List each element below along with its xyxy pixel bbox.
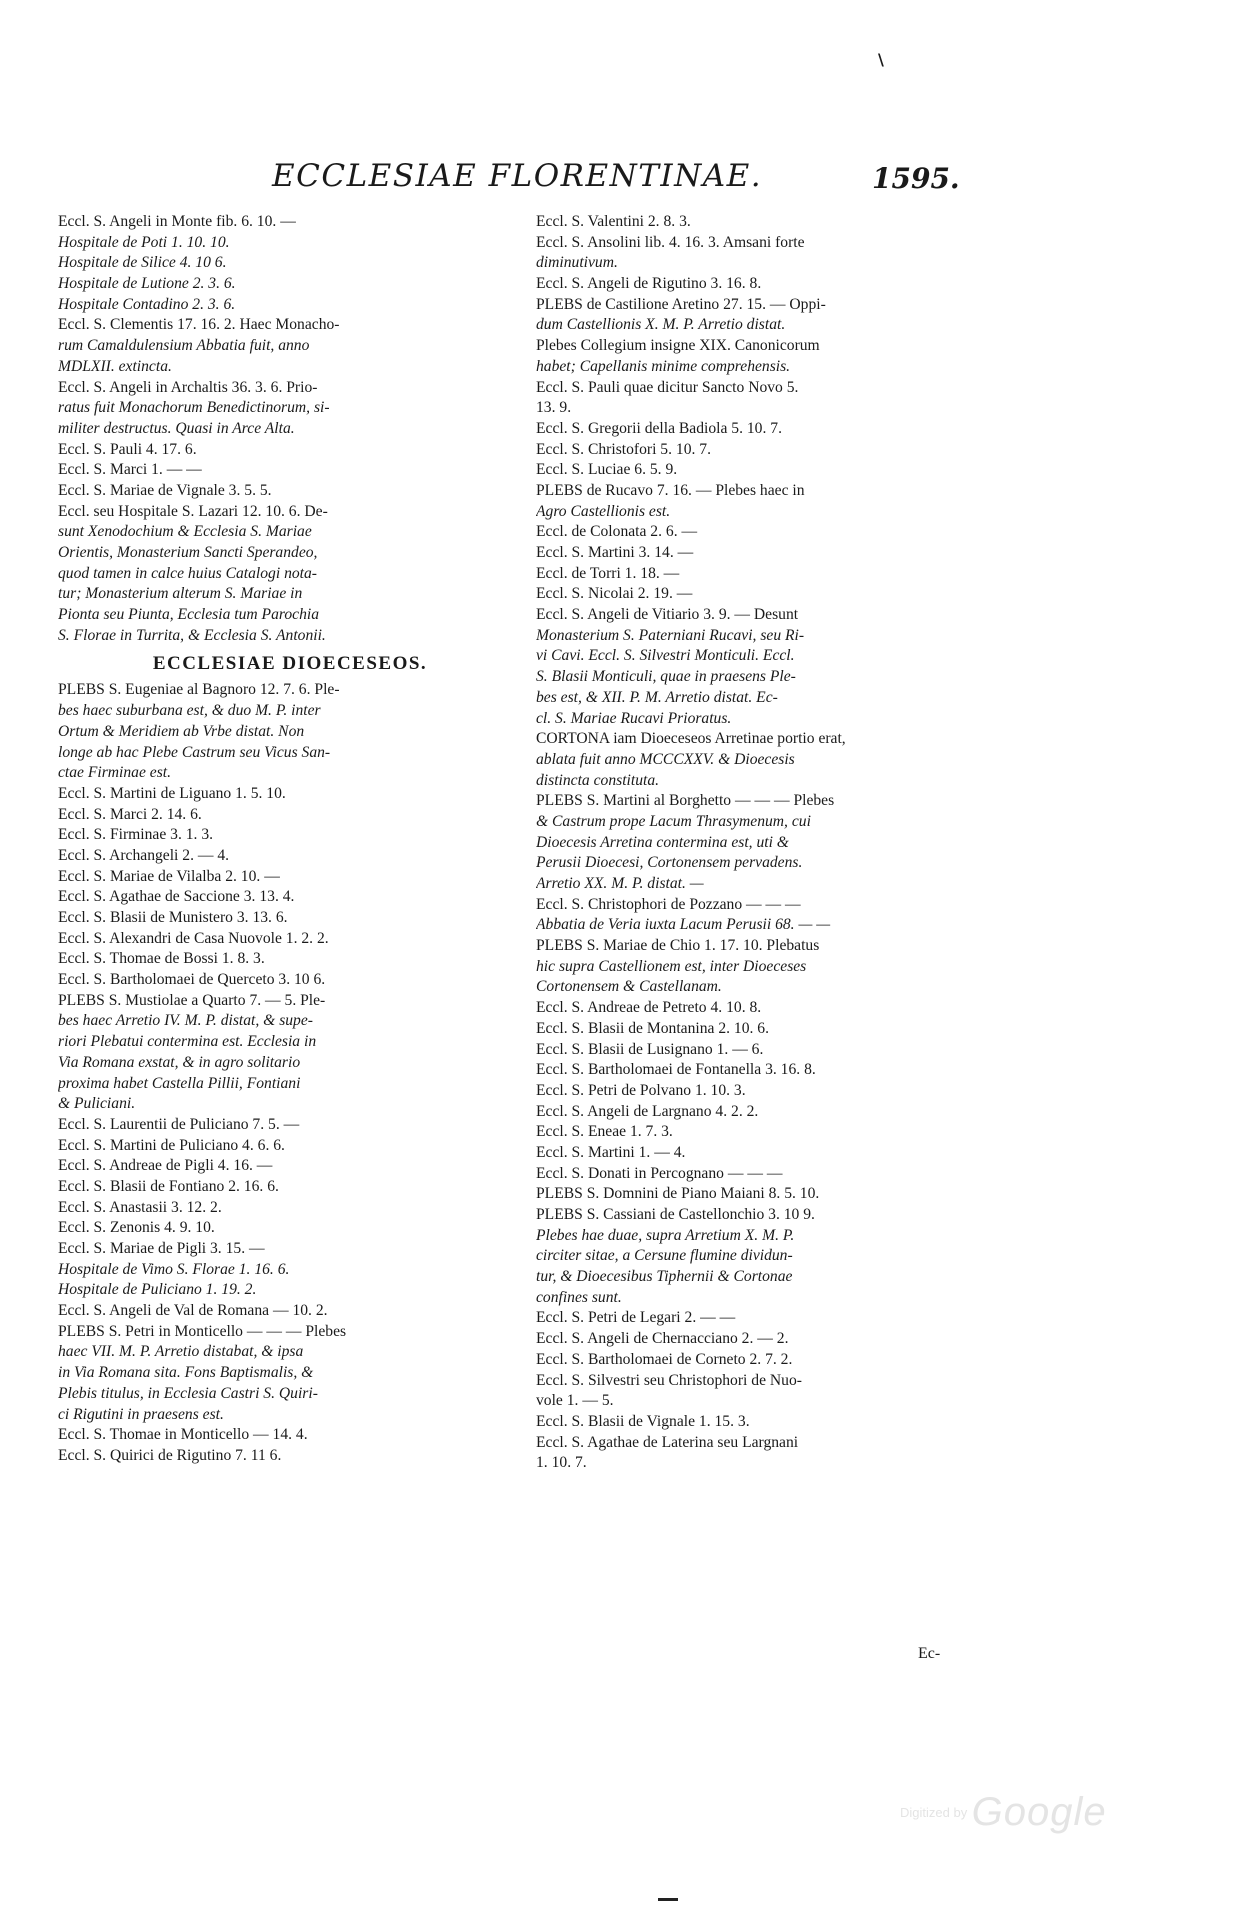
digitized-watermark (900, 1790, 1107, 1835)
catalog-line: Eccl. S. Nicolai 2. 19. — (536, 585, 693, 603)
catalog-line: PLEBS S. Martini al Borghetto — — — Plebes (536, 792, 835, 810)
catalog-line: S. Blasii Monticuli, quae in praesens Ple- (536, 668, 796, 686)
catalog-line: S. Florae in Turrita, & Ecclesia S. Antonii. (58, 626, 326, 644)
catalog-line: 13. 9. (536, 399, 572, 417)
catalog-line: Eccl. S. Agathae de Saccione 3. 13. 4. (58, 888, 295, 906)
catalog-line: Eccl. S. Angeli de Rigutino 3. 16. 8. (536, 275, 762, 293)
catalog-line: Arretio XX. M. P. distat. — (536, 875, 704, 892)
catalog-line: Eccl. S. Archangeli 2. — 4. (58, 846, 230, 864)
watermark-prefix: Digitized by (900, 1805, 968, 1820)
catalog-line: Hospitale de Vimo S. Florae 1. 16. 6. (58, 1260, 290, 1278)
catalog-line: bes est, & XII. P. M. Arretio distat. Ec- (536, 688, 778, 706)
catalog-line: Eccl. seu Hospitale S. Lazari 12. 10. 6. De- (58, 502, 328, 520)
catalog-line: Eccl. S. Andreae de Pigli 4. 16. — (58, 1157, 273, 1175)
catalog-line: PLEBS S. Mariae de Chio 1. 17. 10. Plebatus (536, 937, 820, 955)
catalog-line: Hospitale de Lutione 2. 3. 6. (58, 275, 236, 293)
top-mark: \ (878, 50, 884, 69)
catalog-line: bes haec Arretio IV. M. P. distat, & supe- (58, 1012, 313, 1030)
catalog-line: Eccl. S. Thomae de Bossi 1. 8. 3. (58, 950, 265, 968)
catalog-line: circiter sitae, a Cersune flumine dividun- (536, 1247, 793, 1265)
catalog-line: bes haec suburbana est, & duo M. P. inter (58, 702, 321, 720)
catalog-line: Eccl. S. Bartholomaei de Corneto 2. 7. 2. (536, 1350, 793, 1368)
left-column (58, 212, 498, 1467)
catalog-line: tur; Monasterium alterum S. Mariae in (58, 585, 303, 603)
catalog-line: Ortum & Meridiem ab Vrbe distat. Non (58, 722, 305, 740)
running-head (0, 158, 1252, 202)
catalog-line: Eccl. S. Mariae de Vignale 3. 5. 5. (58, 481, 272, 499)
page-number: 1595. (872, 162, 960, 195)
catalog-line: PLEBS S. Domnini de Piano Maiani 8. 5. 10. (536, 1185, 820, 1203)
catalog-line: PLEBS S. Mustiolae a Quarto 7. — 5. Ple- (58, 991, 326, 1009)
catalog-line: & Puliciani. (58, 1095, 136, 1113)
catalog-line: sunt Xenodochium & Ecclesia S. Mariae (58, 523, 312, 541)
catalog-line: Eccl. S. Luciae 6. 5. 9. (536, 461, 678, 479)
bottom-mark (658, 1898, 678, 1901)
catalog-line: Eccl. S. Petri de Polvano 1. 10. 3. (536, 1081, 746, 1099)
left-column-entries (58, 212, 498, 646)
catalog-line: dum Castellionis X. M. P. Arretio distat. (536, 316, 786, 334)
catalog-line: Eccl. S. Blasii de Vignale 1. 15. 3. (536, 1412, 750, 1430)
catalog-line: Eccl. S. Marci 2. 14. 6. (58, 805, 202, 823)
catalog-line: Hospitale de Poti 1. 10. 10. (58, 233, 230, 251)
catalog-line: riori Plebatui contermina est. Ecclesia in (58, 1033, 317, 1051)
catalog-line: PLEBS S. Eugeniae al Bagnoro 12. 7. 6. Ple- (58, 681, 340, 699)
catalog-line: Eccl. de Colonata 2. 6. — (536, 523, 698, 541)
catalog-line: Eccl. S. Laurentii de Puliciano 7. 5. — (58, 1115, 300, 1133)
catalog-line: Agro Castellionis est. (536, 502, 671, 520)
catalog-line: militer destructus. Quasi in Arce Alta. (58, 419, 295, 437)
right-column-entries (536, 212, 984, 1474)
catalog-line: Dioecesis Arretina contermina est, uti & (536, 833, 789, 851)
catalog-line: Perusii Dioecesi, Cortonensem pervadens. (536, 854, 803, 872)
catalog-line: Eccl. S. Bartholomaei de Fontanella 3. 16. 8. (536, 1061, 816, 1079)
right-column (536, 212, 984, 1474)
catalog-line: Eccl. S. Martini 1. — 4. (536, 1143, 686, 1161)
catalog-line: vi Cavi. Eccl. S. Silvestri Monticuli. Eccl. (536, 647, 795, 665)
catalog-line: Eccl. S. Martini de Puliciano 4. 6. 6. (58, 1136, 285, 1154)
catalog-line: Abbatia de Veria iuxta Lacum Perusii 68. — — (536, 916, 831, 934)
catalog-line: quod tamen in calce huius Catalogi nota- (58, 564, 318, 582)
catalog-line: Eccl. S. Angeli de Vitiario 3. 9. — Desunt (536, 606, 799, 624)
catalog-line: Eccl. S. Blasii de Munistero 3. 13. 6. (58, 909, 288, 926)
catalog-line: 1. 10. 7. (536, 1454, 587, 1472)
catalog-line: Orientis, Monasterium Sancti Sperandeo, (58, 544, 318, 561)
catalog-line: PLEBS de Rucavo 7. 16. — Plebes haec in (536, 481, 805, 499)
catalog-line: PLEBS S. Cassiani de Castellonchio 3. 10 9. (536, 1206, 815, 1223)
catalog-line: ci Rigutini in praesens est. (58, 1405, 224, 1423)
catalog-line: Eccl. S. Anastasii 3. 12. 2. (58, 1198, 222, 1216)
catalog-line: Pionta seu Piunta, Ecclesia tum Parochia (58, 606, 320, 624)
catalog-line: Eccl. S. Agathae de Laterina seu Largnani (536, 1433, 799, 1451)
catalog-line: tur, & Dioecesibus Tiphernii & Cortonae (536, 1268, 793, 1286)
catalog-line: Eccl. S. Angeli de Largnano 4. 2. 2. (536, 1102, 759, 1120)
catalog-line: rum Camaldulensium Abbatia fuit, anno (58, 337, 310, 355)
catalog-line: Eccl. S. Petri de Legari 2. — — (536, 1309, 736, 1327)
catalog-line: Eccl. S. Angeli in Archaltis 36. 3. 6. Prio- (58, 378, 318, 396)
catalog-line: Eccl. S. Pauli quae dicitur Sancto Novo 5. (536, 378, 799, 396)
catalog-line: Eccl. S. Donati in Percognano — — — (536, 1164, 783, 1182)
catalog-line: ratus fuit Monachorum Benedictinorum, si- (58, 399, 330, 417)
catalog-line: PLEBS de Castilione Aretino 27. 15. — Oppi- (536, 295, 826, 313)
catalog-line: Eccl. S. Pauli 4. 17. 6. (58, 440, 197, 458)
catalog-line: cl. S. Mariae Rucavi Prioratus. (536, 709, 732, 727)
catalog-line: CORTONA iam Dioeceseos Arretinae portio erat, (536, 730, 846, 748)
catalog-line: Eccl. S. Andreae de Petreto 4. 10. 8. (536, 999, 762, 1017)
catalog-line: diminutivum. (536, 254, 618, 272)
catalog-line: Plebes Collegium insigne XIX. Canonicorum (536, 337, 820, 355)
catalog-line: Hospitale de Puliciano 1. 19. 2. (58, 1281, 257, 1299)
catalog-line: proxima habet Castella Pillii, Fontiani (58, 1074, 301, 1092)
catalog-line: Eccl. S. Quirici de Rigutino 7. 11 6. (58, 1446, 282, 1464)
catalog-line: Eccl. S. Clementis 17. 16. 2. Haec Monacho- (58, 316, 340, 334)
section-heading: ECCLESIAE DIOECESEOS. (152, 653, 428, 675)
catalog-line: Eccl. S. Silvestri seu Christophori de Nuo- (536, 1371, 802, 1389)
catalog-line: Eccl. S. Thomae in Monticello — 14. 4. (58, 1426, 308, 1444)
catalog-line: habet; Capellanis minime comprehensis. (536, 357, 791, 375)
catalog-line: ablata fuit anno MCCCXXV. & Dioecesis (536, 750, 795, 768)
catalog-line: Eccl. S. Zenonis 4. 9. 10. (58, 1219, 215, 1237)
catalog-line: Eccl. S. Angeli de Chernacciano 2. — 2. (536, 1330, 789, 1348)
catalog-line: & Castrum prope Lacum Thrasymenum, cui (536, 812, 811, 830)
catalog-line: Eccl. S. Valentini 2. 8. 3. (536, 213, 691, 230)
catalog-line: MDLXII. extincta. (58, 357, 172, 375)
catalog-line: Via Romana exstat, & in agro solitario (58, 1053, 301, 1071)
catalog-line: Eccl. S. Alexandri de Casa Nuovole 1. 2. 2. (58, 929, 329, 947)
catalog-line: Plebes hae duae, supra Arretium X. M. P. (536, 1226, 795, 1244)
catalog-line: Hospitale de Silice 4. 10 6. (58, 254, 227, 272)
catalog-line: Eccl. S. Blasii de Lusignano 1. — 6. (536, 1040, 764, 1058)
catalog-line: Eccl. S. Bartholomaei de Querceto 3. 10 6. (58, 971, 326, 989)
catalog-line: Plebis titulus, in Ecclesia Castri S. Quiri- (58, 1384, 318, 1402)
catalog-line: Cortonensem & Castellanam. (536, 978, 722, 996)
catalog-line: Eccl. S. Angeli in Monte fib. 6. 10. — (58, 213, 296, 230)
catalog-line: Eccl. S. Mariae de Pigli 3. 15. — (58, 1240, 265, 1257)
catalog-line: PLEBS S. Petri in Monticello — — — Plebes (58, 1322, 347, 1340)
catalog-line: hic supra Castellionem est, inter Dioeceses (536, 957, 807, 975)
catalog-line: Eccl. S. Marci 1. — — (58, 461, 202, 479)
catalog-line: Eccl. S. Martini 3. 14. — (536, 544, 694, 561)
catalog-line: Eccl. S. Firminae 3. 1. 3. (58, 826, 214, 844)
catalog-line: Eccl. S. Blasii de Fontiano 2. 16. 6. (58, 1177, 279, 1195)
catalog-line: in Via Romana sita. Fons Baptismalis, & (58, 1364, 314, 1382)
catalog-line: Eccl. S. Ansolini lib. 4. 16. 3. Amsani forte (536, 233, 805, 251)
catalog-line: Eccl. S. Gregorii della Badiola 5. 10. 7. (536, 419, 782, 437)
catalog-line: vole 1. — 5. (536, 1392, 614, 1410)
catalog-line: Hospitale Contadino 2. 3. 6. (58, 295, 236, 313)
catalog-line: ctae Firminae est. (58, 764, 172, 782)
catalog-line: Eccl. de Torri 1. 18. — (536, 564, 680, 582)
catalog-line: Eccl. S. Angeli de Val de Romana — 10. 2. (58, 1302, 328, 1320)
catalog-line: Monasterium S. Paterniani Rucavi, seu Ri- (536, 626, 805, 644)
catalog-line: Eccl. S. Mariae de Vilalba 2. 10. — (58, 867, 280, 885)
catalog-line: Eccl. S. Christofori 5. 10. 7. (536, 440, 711, 458)
catalog-line: haec VII. M. P. Arretio distabat, & ipsa (58, 1343, 304, 1361)
left-column-entries-continued (58, 680, 498, 1466)
catalog-line: Eccl. S. Eneae 1. 7. 3. (536, 1123, 673, 1141)
catchword: Ec- (918, 1645, 941, 1662)
catalog-line: distincta constituta. (536, 771, 660, 789)
catalog-line: Eccl. S. Blasii de Montanina 2. 10. 6. (536, 1019, 770, 1037)
watermark-brand: Google (971, 1790, 1107, 1834)
catalog-line: Eccl. S. Christophori de Pozzano — — — (536, 895, 801, 913)
catalog-line: confines sunt. (536, 1288, 622, 1306)
catalog-line: Eccl. S. Martini de Liguano 1. 5. 10. (58, 784, 286, 802)
running-title: ECCLESIAE FLORENTINAE. (272, 158, 763, 194)
catalog-line: longe ab hac Plebe Castrum seu Vicus San- (58, 743, 331, 761)
